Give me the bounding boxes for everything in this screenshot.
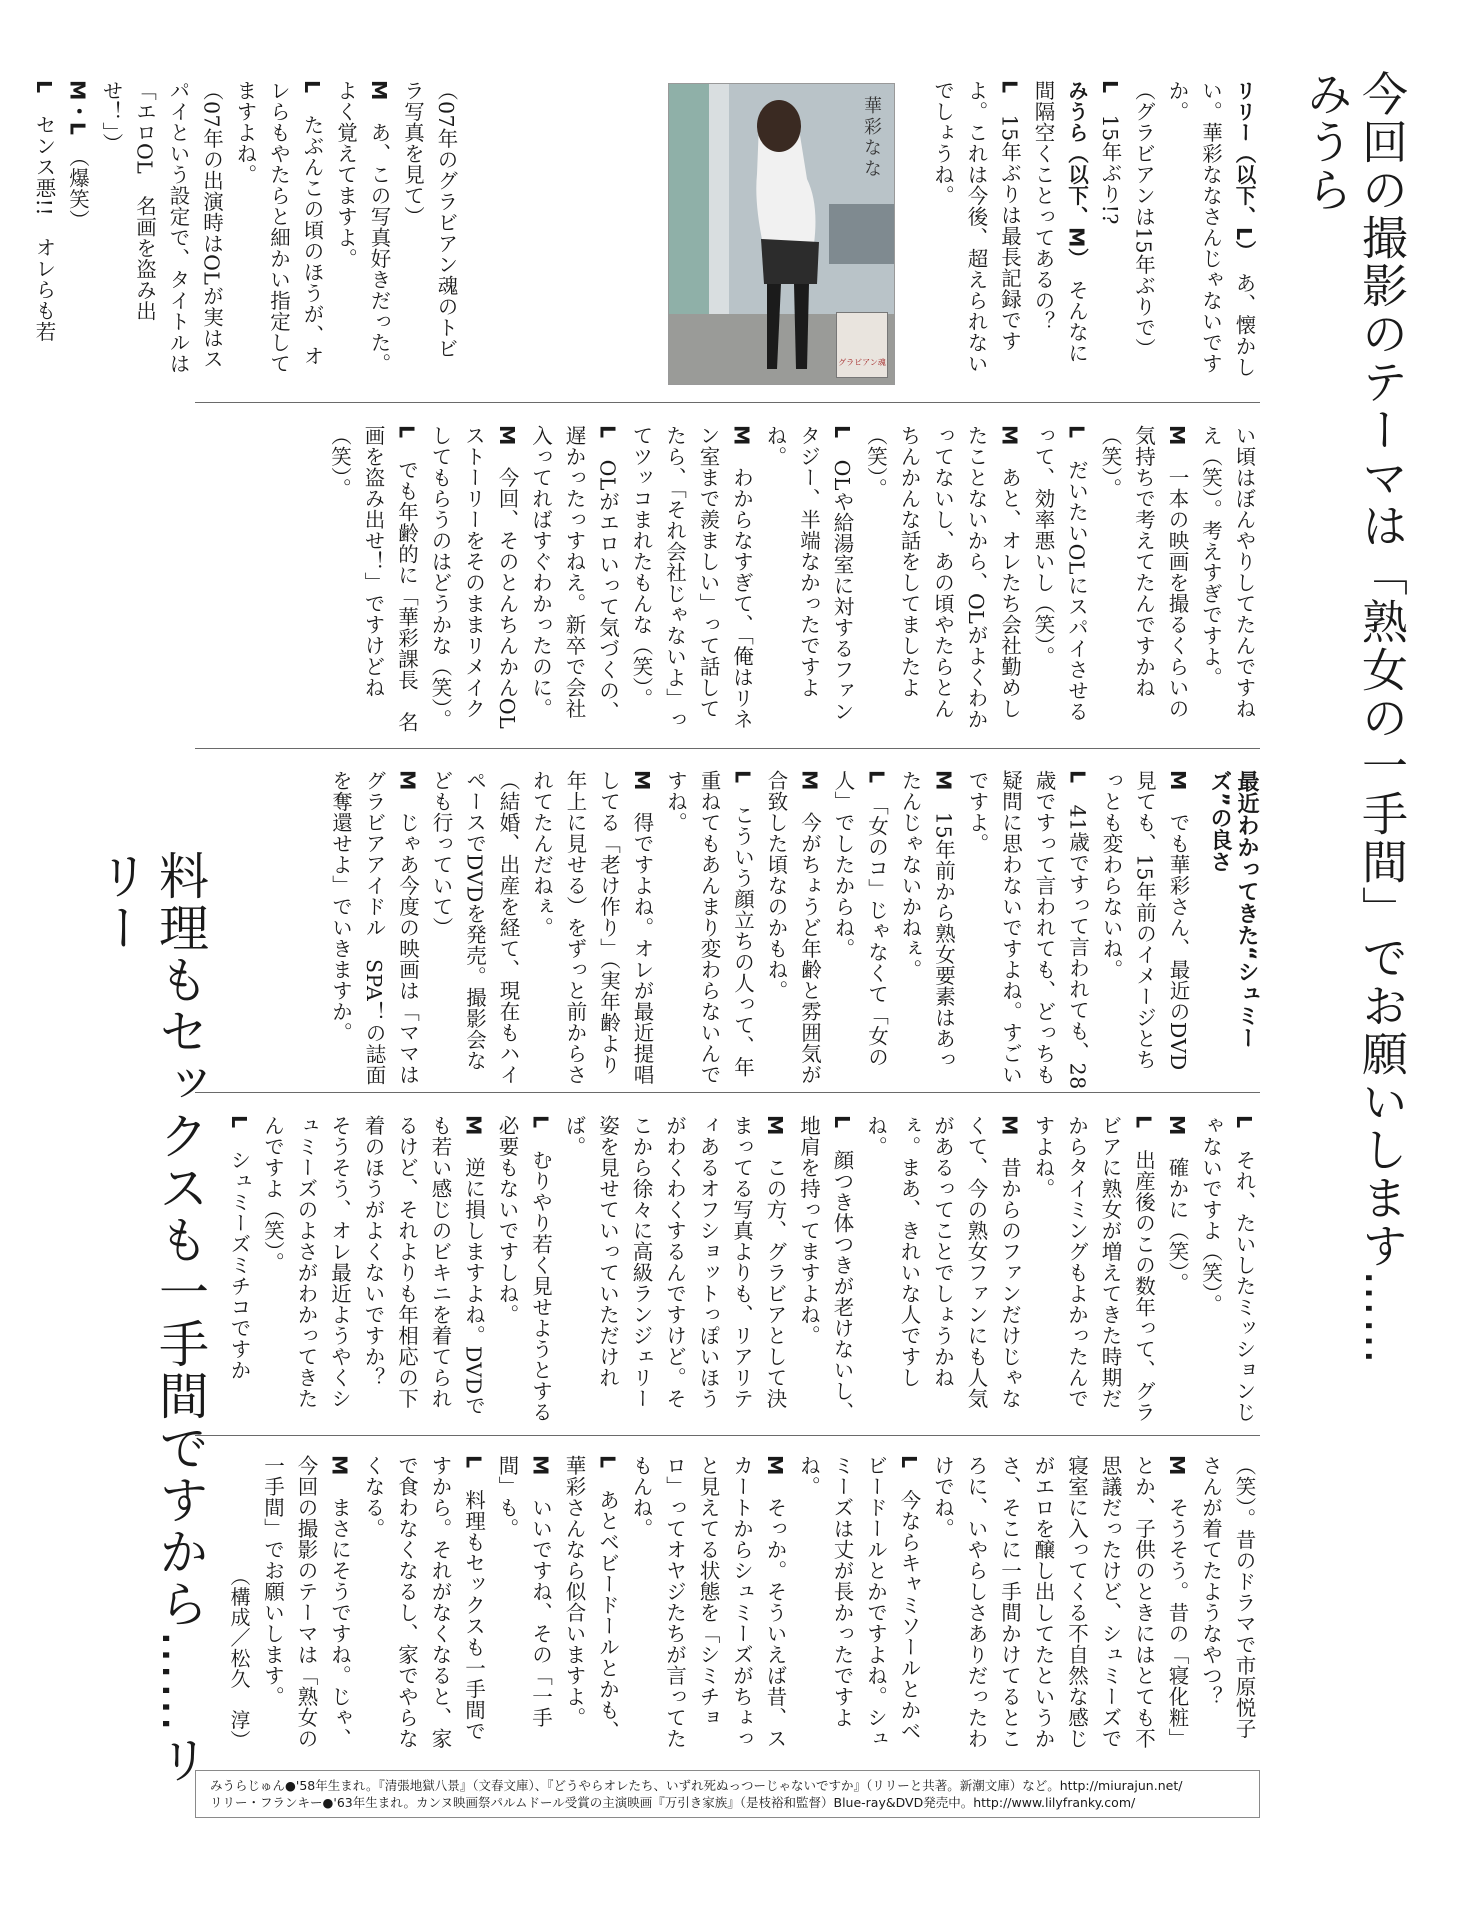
dialogue-text: そっか。そういえば昔、スカートからシュミーズがちょっと見えてる状態を「シミチョロ」ってオヤジたちが言ってたもんね。 [629,1455,787,1749]
dialogue-line [925,80,1026,380]
dialogue-line [356,1455,490,1750]
speaker-label: M [1165,425,1189,467]
dialogue-text: あと、オレたち会社勤めしたことないから、OLがよくわかってないし、あの頃やたらとんちんかんな話をしてましたよ（笑）。 [863,425,1022,730]
dialogue-text: 顔つき体つきが老けないし、地肩を持ってますよね。 [796,1115,854,1423]
speaker-label: L [1131,1115,1156,1150]
dialogue-text: 今回、そのとんちんかんOLストーリーをそのままリメイクしてもらうのはどうかな（笑）。 [428,425,519,730]
speaker-label: L [595,1455,620,1490]
dialogue-text: でも年齢的に「華彩課長 名画を盗み出せ！」ですけどね（笑）。 [327,425,419,733]
author-bio-box [195,1770,1260,1818]
speaker-label: M・L [65,80,90,157]
dialogue-line [1126,80,1160,380]
dialogue-text: 15年ぶり!? [1098,114,1122,225]
dialogue-text: 41歳ですって言われても、28歳ですって言われても、どっちも疑問に思わないですよね。すごいですよ。 [965,770,1090,1090]
dialogue-text: （爆笑） [65,156,90,231]
dialogue-line [1026,80,1093,380]
speaker-label: M [367,80,391,122]
dialogue-line [1094,770,1195,1090]
dialogue-tier-2 [195,425,1260,735]
dialogue-text: たぶんこの頃のほうが、オレらもやたらと細かい指定してますよね。 [233,80,324,374]
speaker-label: L [830,1115,854,1150]
bio-miura: みうらじゅん●'58年生まれ。『清張地獄八景』（文春文庫）、『どうやらオレたち、いずれ死ぬっつーじゃないですか』（リリーと共著。新潮文庫）など。http://miurajun.net/ [210,1778,1183,1793]
dialogue-line [858,1115,1026,1425]
speaker-label: M [729,425,754,467]
dialogue-text: こういう顔立ちの人って、年重ねてもあんまり変わらないんですね。 [663,770,755,1085]
dialogue-line [557,1115,792,1425]
speaker-label: M [931,770,956,812]
speaker-label: L [997,80,1022,115]
dialogue-text: そうそう。昔の「寝化粧」とか、子供のときにはとても不思議だったけど、シュミーズで寝室に入ってくる不自然な感じがエロを醸し出してたというかさ、そこに一手間かけてるところに、いやらしさありだったわけでね。 [930,1455,1189,1749]
dialogue-text: じゃあ今度の映画は「ママはグラビアアイドル SPA！の誌面を奪還せよ」でいきますか。 [328,770,420,1086]
dialogue-line [228,80,329,380]
speaker-label: L [528,1115,553,1150]
dialogue-line [222,1115,256,1425]
divider [195,748,1260,749]
dialogue-text: 料理もセックスも一手間ですから。それがなくなると、家で食わなくなるし、家でやらなくなる。 [361,1455,486,1749]
dialogue-text: まさにそうですね。じゃ、今回の撮影のテーマは「熟女の一手間」でお願いします。 [260,1455,352,1749]
speaker-label: M [763,1455,787,1497]
dialogue-text: シュミーズミチコですか [227,1149,251,1381]
dialogue-line [791,1115,858,1425]
dialogue-line [424,770,525,1090]
dialogue-text: 得ですよね。オレが最近提唱してる「老け作り」（実年齢より年上に見せる）をずっと前からされてたんだねぇ。 [529,770,654,1085]
dialogue-line [925,1455,1193,1750]
dialogue-text: 今がちょうど年齢と雰囲気が合致した頃なのかもね。 [764,770,822,1085]
speaker-label: リリー（以下、L） [1232,80,1256,273]
speaker-label: M [495,425,519,467]
dialogue-line [322,425,423,735]
dialogue-text: OLがエロいって気づくの、遅かったっすねえ。新卒で会社入ってればすぐわかったのに。 [528,425,620,722]
dialogue-column [195,425,1260,735]
dialogue-line [255,1115,490,1425]
dialogue-column-right [930,80,1260,380]
sub-headline: 料理もセックスも一手間ですから……リリー [91,850,209,1786]
dialogue-tier-5 [195,1455,1260,1750]
gravure-photo [668,83,895,385]
speaker-label: M [797,770,822,812]
dialogue-text: （結婚、出産を経て、現在もハイペースでDVDを発売。撮影会なども行っていて） [429,770,520,1085]
speaker-label: M [1165,1115,1189,1157]
dialogue-line [328,80,395,380]
dialogue-line [1160,1115,1194,1425]
dialogue-column-left [32,80,462,380]
main-headline: 今回の撮影のテーマは「熟女の一手間」でお願いします……みうら [1299,70,1409,1366]
dialogue-line [1093,80,1127,380]
speaker-label: M [1166,770,1190,812]
speaker-label: L [1065,770,1090,805]
dialogue-text: 15年ぶりは最長記録ですよ。これは今後、超えられないでしょうね。 [930,80,1022,374]
speaker-label: M [461,1115,486,1157]
dialogue-line [858,425,1026,735]
speaker-label: L [1064,425,1089,460]
dialogue-line [1026,1115,1160,1425]
speaker-label: L [1232,1115,1256,1150]
dialogue-tier-3 [195,770,1260,1090]
section-heading: 最近わかってきた“シュミーズ”の良さ [1207,770,1259,1049]
dialogue-line [960,770,1094,1090]
dialogue-text: センス悪!! オレらも若 [32,114,56,343]
dialogue-line [658,770,759,1090]
dialogue-line [524,770,658,1090]
credit-line: （構成／松久 淳） [227,1565,251,1750]
speaker-label: L [730,770,755,805]
dialogue-line [1093,425,1194,735]
speaker-label: M [997,1115,1022,1157]
dialogue-line [1160,80,1261,380]
speaker-label: M [395,770,420,812]
dialogue-text: OLや給湯室に対するファンタジー、半端なかったですよね。 [763,425,854,722]
dialogue-line [758,425,859,735]
speaker-label: M [763,1115,787,1157]
speaker-label: L [461,1455,486,1490]
dialogue-line [624,1455,792,1750]
dialogue-tier-4 [195,1115,1260,1425]
speaker-label: L [830,425,854,460]
dialogue-text: 一本の映画を撮るくらいの気持ちで考えてたんですかね（笑）。 [1098,425,1189,719]
dialogue-text: あ、この写真好きだった。よく覚えてますよ。 [333,80,391,374]
dialogue-text: 昔からのファンだけじゃなくて、今の熟女ファンにも人気があるってことでしょうかねぇ。まあ、きれいな人ですしね。 [863,1115,1022,1409]
dialogue-line [557,1455,624,1750]
dialogue-text: 確かに（笑）。 [1165,1156,1189,1294]
dialogue-text: 逆に損しますよね。DVDでも若い感じのビキニを着てられるけど、それよりも年相応の下着のほうがよくないですか？ そうそう、オレ最近ようやくシュミーズのよさがわかってきたんですよ（笑）。 [260,1115,486,1416]
dialogue-line [490,1115,557,1425]
dialogue-text: 15年前から熟女要素はあったんじゃないかねぇ。 [898,770,956,1070]
speaker-label: M [528,1455,553,1497]
dialogue-text: （07年の出演時はOLが実はスパイという設定で、タイトルは「エロOL 名画を盗み出せ！」） [99,80,224,374]
dialogue-text: （笑）。昔のドラマで市原悦子さんが着てたようなやつ？ [1198,1455,1256,1739]
dialogue-text: 「女のコ」じゃなくて「女の人」でしたからね。 [831,770,889,1068]
dialogue-text: （07年のグラビアン魂のトビラ写真を見て） [400,80,458,360]
dialogue-text: でも華彩さん、最近のDVD見ても、15年前のイメージとちっとも変わらないね。 [1099,770,1190,1071]
dialogue-text: い頃はぼんやりしてたんですねえ（笑）。考えすぎですよ。 [1198,425,1256,719]
dialogue-line [423,425,524,735]
speaker-label: L [595,425,620,460]
speaker-label: L [1098,80,1122,115]
dialogue-line [27,80,61,380]
dialogue-line [490,1455,557,1750]
dialogue-line [94,80,228,380]
dialogue-line [255,1455,356,1750]
dialogue-text: 今ならキャミソールとかベビードールとかですよね。シュミーズは丈が長かったですよね。 [796,1455,921,1749]
speaker-label: みうら（以下、M） [1064,80,1089,280]
speaker-label: M [327,1455,352,1497]
dialogue-text: それ、たいしたミッションじゃないですよ（笑）。 [1198,1115,1256,1423]
dialogue-text: そんなに間隔空くことってあるの？ [1031,80,1089,364]
speaker-label: L [897,1455,921,1490]
dialogue-line [60,80,94,380]
dialogue-column [204,770,1194,1090]
dialogue-line [791,1455,925,1750]
speaker-label: M [630,770,654,812]
speaker-label: L [32,80,56,115]
dialogue-text: 出産後のこの数年って、グラビアに熟女が増えてきた時期だからタイミングもよかったんですよね。 [1031,1115,1156,1423]
dialogue-text: あとベビードールとかも、華彩さんなら似合いますよ。 [562,1455,620,1742]
dialogue-line [893,770,960,1090]
dialogue-line [1026,425,1093,735]
dialogue-text: だいたいOLにスパイさせるって、効率悪いし（笑）。 [1031,425,1089,722]
dialogue-line [523,425,624,735]
speaker-label: M [1165,1455,1189,1497]
dialogue-line [1193,1455,1260,1750]
dialogue-column [195,1115,1260,1425]
dialogue-text: この方、グラビアとして決まってる写真よりも、リアリティあるオフショットっぽいほうがわくわくするんですけど。そこから徐々に高級ランジェリー姿を見せていっていただければ。 [562,1115,787,1409]
dialogue-line [323,770,424,1090]
divider [195,1435,1260,1436]
dialogue-text: わからなすぎて、「俺はリネン室まで羨ましい」って話してたら、「それ会社じゃないよ」ってツッコまれたもんな（笑）。 [629,425,754,730]
speaker-label: L [864,770,889,805]
dialogue-line [395,80,462,380]
magazine-cover-thumbnail [836,312,888,378]
speaker-label: L [300,80,324,115]
dialogue-text: （グラビアンは15年ぶりで） [1131,80,1156,360]
dialogue-line [759,770,826,1090]
speaker-label: L [394,425,419,460]
dialogue-line [1193,425,1260,735]
dialogue-text: むりやり若く見せようとする必要もないですしね。 [495,1115,553,1423]
dialogue-line [826,770,893,1090]
photo-caption: 華彩なな [861,96,882,180]
dialogue-column [195,1455,1260,1750]
dialogue-line [1193,1115,1260,1425]
divider [195,402,1260,403]
cover-logo: グラビアン魂 [838,358,886,367]
dialogue-text: あ、懐かしい。華彩ななさんじゃないですか。 [1165,80,1256,378]
dialogue-line [624,425,758,735]
dialogue-text: いいですね、その「一手間」も。 [495,1455,553,1728]
speaker-label: L [227,1115,251,1150]
speaker-label: M [997,425,1022,467]
bio-lily: リリー・フランキー●'63年生まれ。カンヌ映画祭パルムドール受賞の主演映画『万引き家族』（是枝裕和監督）Blue-ray&DVD発売中。http://www.lilyfranky.com/ [210,1795,1136,1810]
divider [195,1092,1260,1093]
